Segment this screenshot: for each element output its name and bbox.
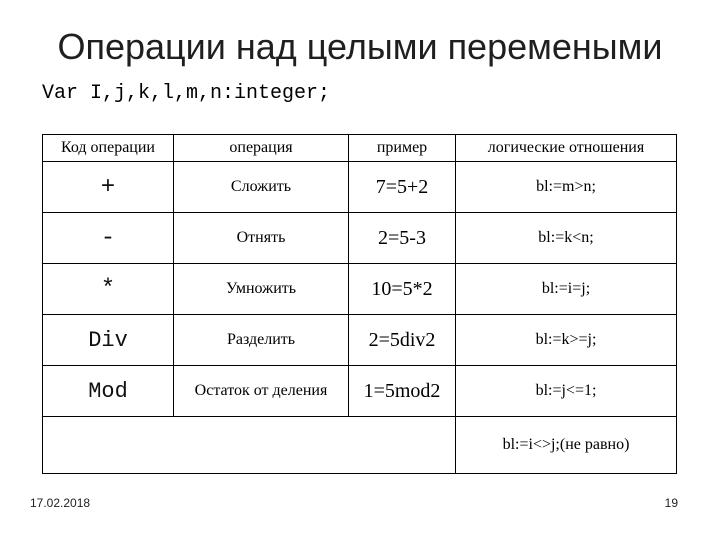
cell-code: * xyxy=(43,264,174,315)
variable-declaration: Var I,j,k,l,m,n:integer; xyxy=(42,82,331,105)
table-row xyxy=(43,162,677,213)
cell-example: 10=5*2 xyxy=(349,264,456,315)
cell-relation: bl:=j<=1; xyxy=(456,366,677,417)
empty-merged-cell xyxy=(43,417,456,474)
table-row xyxy=(43,264,677,315)
cell-example: 2=5-3 xyxy=(349,213,456,264)
cell-example: 7=5+2 xyxy=(349,162,456,213)
footer-date: 17.02.2018 xyxy=(30,496,91,510)
cell-code: - xyxy=(43,213,174,264)
cell-relation: bl:=m>n; xyxy=(456,162,677,213)
cell-relation: bl:=i=j; xyxy=(456,264,677,315)
table-row xyxy=(43,213,677,264)
page-number: 19 xyxy=(664,496,678,510)
cell-operation: Отнять xyxy=(174,213,349,264)
header-operation: операция xyxy=(174,135,349,162)
cell-extra-relation: bl:=i<>j;(не равно) xyxy=(456,417,677,474)
header-relation: логические отношения xyxy=(456,135,677,162)
cell-code: Mod xyxy=(43,366,174,417)
header-example: пример xyxy=(349,135,456,162)
cell-code: Div xyxy=(43,315,174,366)
cell-operation: Разделить xyxy=(174,315,349,366)
table-row xyxy=(43,366,677,417)
header-code: Код операции xyxy=(43,135,174,162)
cell-example: 1=5mod2 xyxy=(349,366,456,417)
cell-operation: Умножить xyxy=(174,264,349,315)
cell-code: + xyxy=(43,162,174,213)
cell-relation: bl:=k<n; xyxy=(456,213,677,264)
cell-relation: bl:=k>=j; xyxy=(456,315,677,366)
operations-table xyxy=(42,134,677,474)
cell-operation: Остаток от деления xyxy=(174,366,349,417)
table-header-row xyxy=(43,135,677,162)
cell-example: 2=5div2 xyxy=(349,315,456,366)
slide-title: Операции над целыми перемеными xyxy=(57,26,663,67)
cell-operation: Сложить xyxy=(174,162,349,213)
table-row xyxy=(43,315,677,366)
table-row-extra xyxy=(43,417,677,474)
